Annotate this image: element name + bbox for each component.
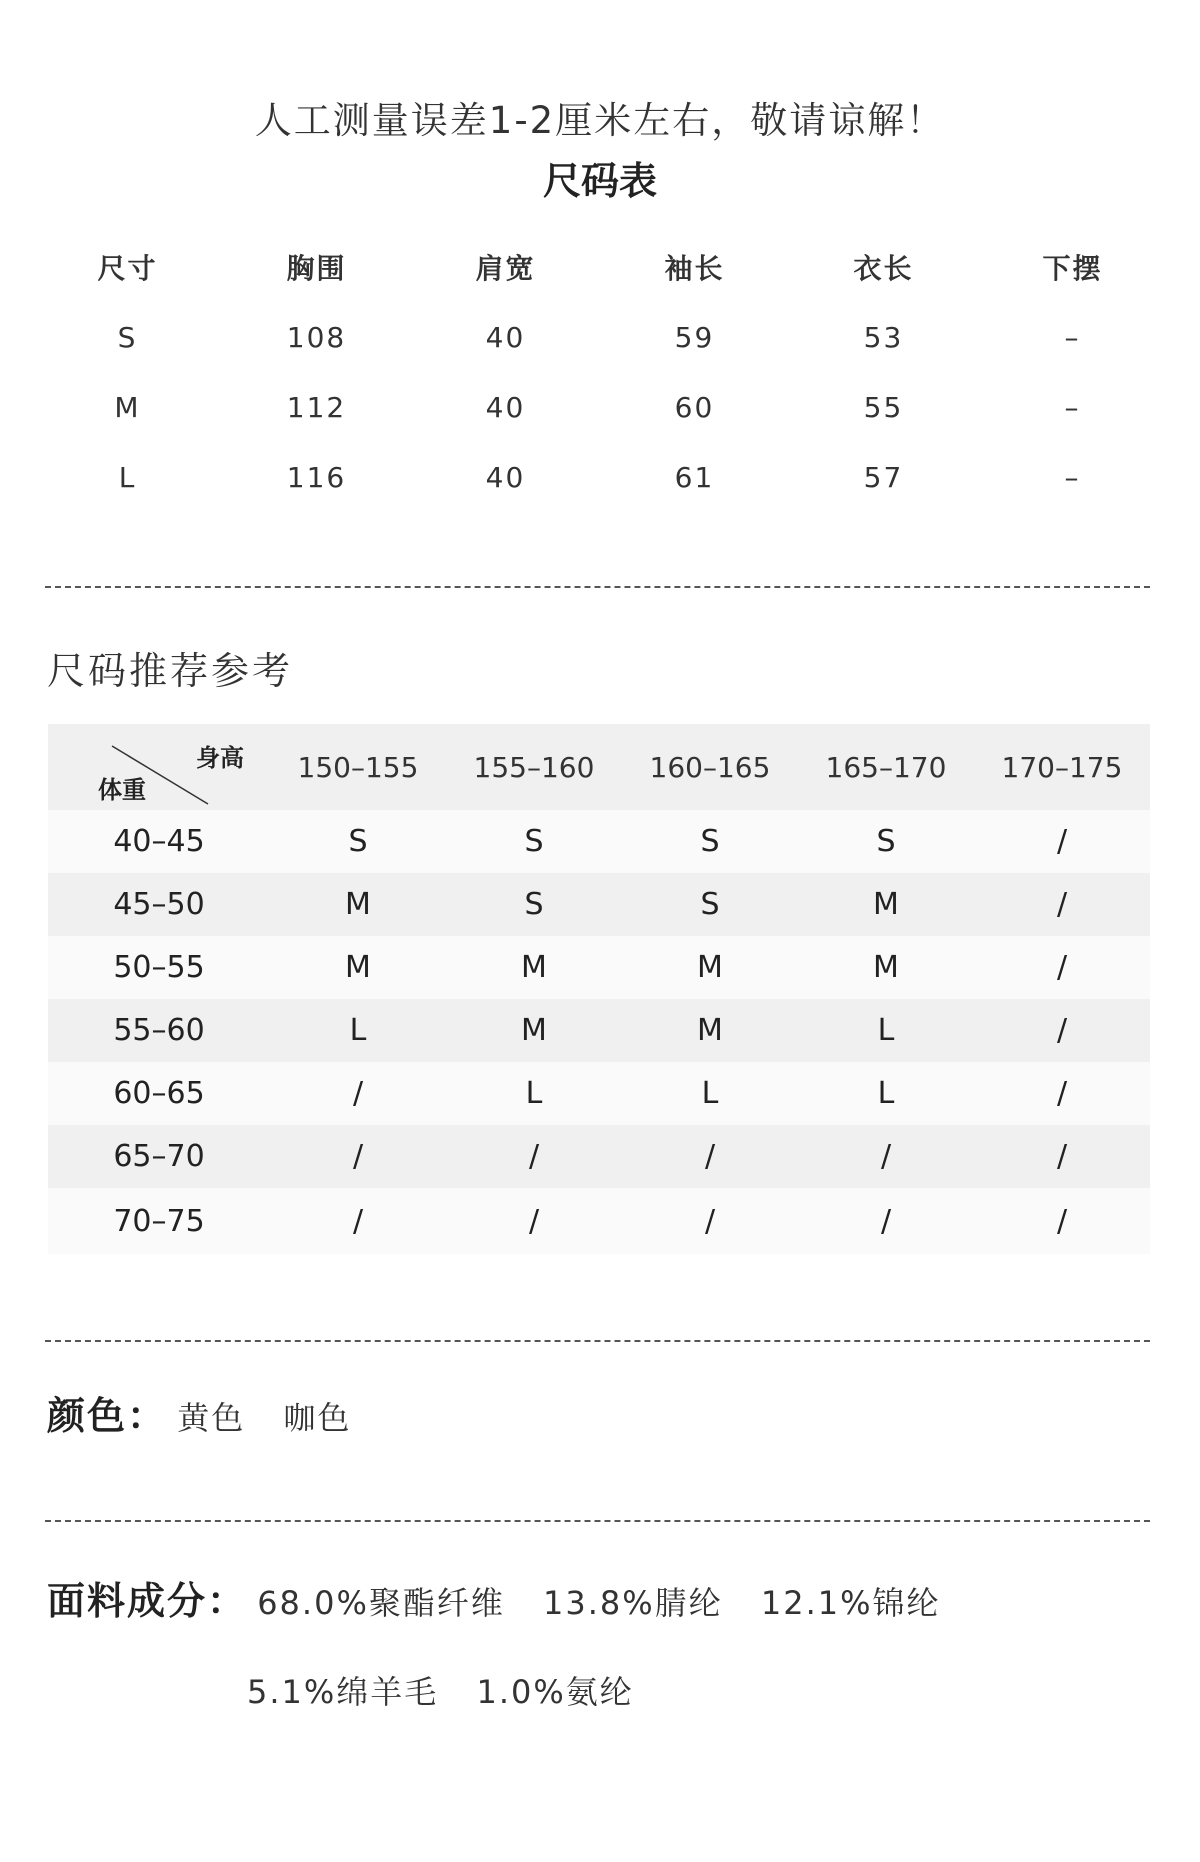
size-recommendation-cell: M [345, 950, 371, 985]
recommendation-header [48, 724, 1150, 810]
height-range-header: 170–175 [1001, 750, 1123, 784]
weight-range-label: 50–55 [113, 950, 205, 985]
size-recommendation-cell: / [1056, 824, 1068, 859]
length-cell: 53 [863, 320, 904, 354]
size-recommendation-cell: L [349, 1013, 367, 1048]
height-range-header: 150–155 [297, 750, 419, 784]
weight-range-label: 60–65 [113, 1076, 205, 1111]
shoulder-cell: 40 [485, 320, 526, 354]
sleeve-cell: 61 [674, 460, 715, 494]
table-row [48, 1188, 1150, 1254]
fabric-component: 1.0%氨纶 [476, 1673, 634, 1711]
weight-range-label: 65–70 [113, 1139, 205, 1174]
fabric-component: 68.0%聚酯纤维 [257, 1584, 505, 1622]
size-recommendation-cell: / [1056, 950, 1068, 985]
size-recommendation-cell: S [524, 824, 544, 859]
fabric-component: 13.8%腈纶 [543, 1584, 723, 1622]
size-recommendation-cell: S [700, 887, 720, 922]
sleeve-cell: 60 [674, 390, 715, 424]
size-recommendation-cell: L [877, 1013, 895, 1048]
color-option: 咖色 [283, 1399, 352, 1437]
column-header-sleeve: 袖长 [664, 252, 725, 285]
size-recommendation-cell: L [525, 1076, 543, 1111]
color-option: 黄色 [177, 1399, 246, 1437]
weight-range-label: 40–45 [113, 824, 205, 859]
fabric-info [47, 1570, 941, 1625]
size-recommendation-cell: S [700, 824, 720, 859]
chest-cell: 116 [286, 460, 347, 494]
column-header-size: 尺寸 [97, 252, 158, 285]
size-cell: L [118, 460, 137, 494]
fabric-component: 5.1%绵羊毛 [247, 1673, 439, 1711]
height-range-header: 165–170 [825, 750, 947, 784]
size-recommendation-cell: / [704, 1139, 716, 1174]
size-recommendation-cell: L [877, 1076, 895, 1111]
recommendation-table [48, 724, 1150, 1254]
color-label: 颜色： [47, 1394, 168, 1438]
shoulder-cell: 40 [485, 460, 526, 494]
height-range-header: 155–160 [473, 750, 595, 784]
size-recommendation-cell: M [345, 887, 371, 922]
size-chart-title: 尺码表 [542, 159, 657, 203]
table-row [33, 442, 1167, 512]
table-row [48, 1125, 1150, 1188]
table-row [33, 372, 1167, 442]
height-range-header: 160–165 [649, 750, 771, 784]
dashed-divider [45, 1340, 1150, 1342]
size-cell: M [114, 390, 141, 424]
length-cell: 55 [863, 390, 904, 424]
size-cell: S [117, 320, 138, 354]
shoulder-cell: 40 [485, 390, 526, 424]
size-recommendation-cell: / [880, 1203, 892, 1239]
height-axis-label: 身高 [196, 744, 244, 772]
size-recommendation-cell: / [1056, 1139, 1068, 1174]
size-recommendation-cell: / [352, 1139, 364, 1174]
fabric-label: 面料成分： [47, 1579, 248, 1623]
size-recommendation-cell: / [880, 1139, 892, 1174]
size-recommendation-cell: M [697, 950, 723, 985]
size-recommendation-cell: / [1056, 887, 1068, 922]
fabric-info-continued [247, 1667, 634, 1713]
column-header-chest: 胸围 [286, 252, 347, 285]
table-row [48, 999, 1150, 1062]
column-header-length: 衣长 [853, 252, 914, 285]
size-recommendation-cell: / [352, 1203, 364, 1239]
size-recommendation-cell: / [1056, 1076, 1068, 1111]
weight-range-label: 55–60 [113, 1013, 205, 1048]
size-recommendation-cell: M [873, 950, 899, 985]
table-row [48, 873, 1150, 936]
corner-header-cell [48, 724, 270, 810]
hem-cell: – [1064, 320, 1081, 354]
table-row [48, 810, 1150, 873]
size-recommendation-cell: M [697, 1013, 723, 1048]
chest-cell: 112 [286, 390, 347, 424]
size-recommendation-cell: M [873, 887, 899, 922]
size-recommendation-cell: / [352, 1076, 364, 1111]
size-recommendation-cell: S [876, 824, 896, 859]
table-row [48, 1062, 1150, 1125]
dashed-divider [45, 586, 1150, 588]
color-info [47, 1385, 351, 1440]
size-recommendation-cell: / [1056, 1203, 1068, 1239]
size-recommendation-cell: S [524, 887, 544, 922]
table-row [33, 302, 1167, 372]
size-recommendation-cell: S [348, 824, 368, 859]
size-recommendation-cell: M [521, 1013, 547, 1048]
size-recommendation-cell: / [1056, 1013, 1068, 1048]
weight-range-label: 45–50 [113, 887, 205, 922]
column-header-hem: 下摆 [1042, 252, 1103, 285]
size-recommendation-cell: / [528, 1139, 540, 1174]
measurement-notice: 人工测量误差1-2厘米左右，敬请谅解！ [254, 99, 946, 142]
chest-cell: 108 [286, 320, 347, 354]
table-row [48, 936, 1150, 999]
size-recommendation-cell: M [521, 950, 547, 985]
size-table [33, 232, 1167, 512]
length-cell: 57 [863, 460, 904, 494]
size-recommendation-cell: L [701, 1076, 719, 1111]
fabric-component: 12.1%锦纶 [760, 1584, 941, 1622]
hem-cell: – [1064, 390, 1081, 424]
dashed-divider [45, 1520, 1150, 1522]
weight-range-label: 70–75 [113, 1203, 205, 1239]
recommendation-title: 尺码推荐参考 [47, 649, 294, 693]
hem-cell: – [1064, 460, 1081, 494]
weight-axis-label: 体重 [98, 776, 146, 804]
size-recommendation-cell: / [704, 1203, 716, 1239]
size-table-header [33, 232, 1167, 302]
sleeve-cell: 59 [674, 320, 715, 354]
column-header-shoulder: 肩宽 [475, 252, 536, 285]
size-recommendation-cell: / [528, 1203, 540, 1239]
